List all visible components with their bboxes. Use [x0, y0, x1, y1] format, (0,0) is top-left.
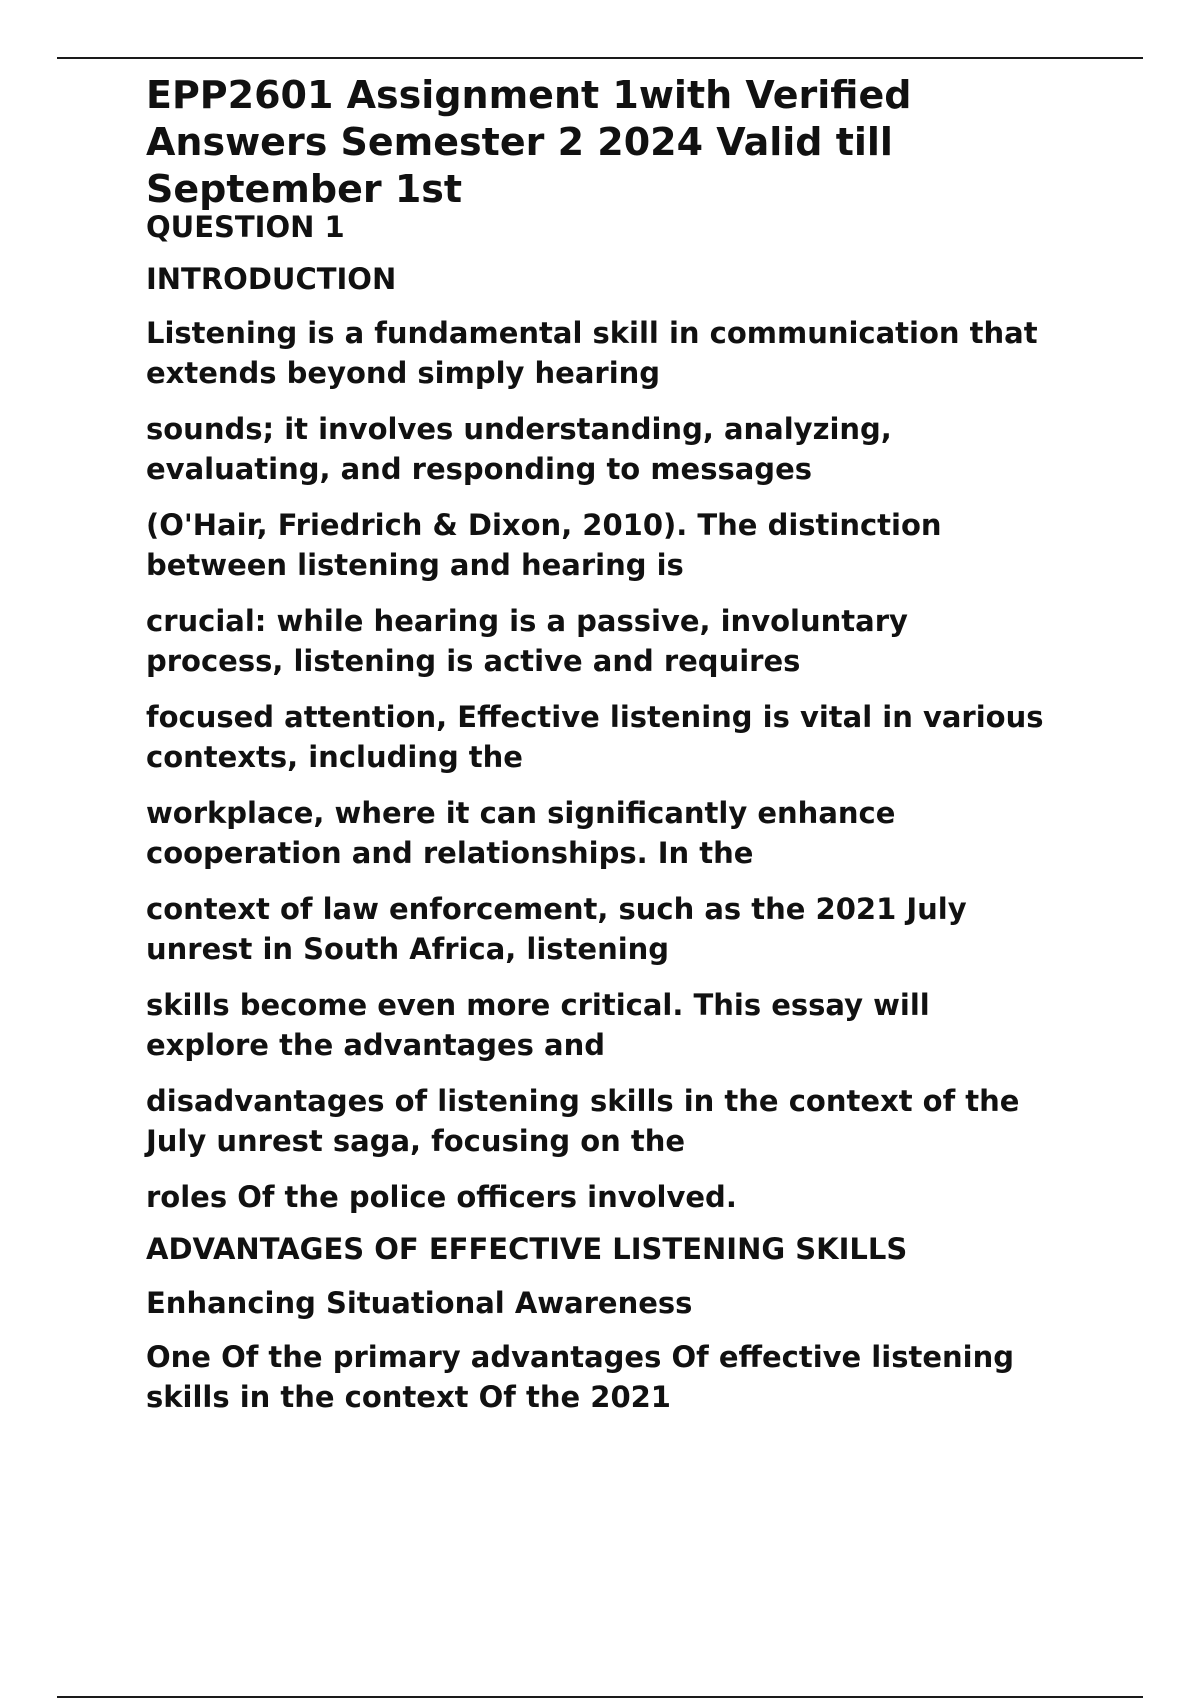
paragraph-line: between listening and hearing is	[146, 548, 684, 582]
paragraph-line: context of law enforcement, such as the 2021 July	[146, 892, 967, 926]
question-label: QUESTION 1	[146, 210, 345, 244]
intro-paragraph	[146, 313, 1146, 393]
section-subheading: Enhancing Situational Awareness	[146, 1286, 693, 1320]
intro-paragraph	[146, 889, 1146, 969]
paragraph-line: skills become even more critical. This essay will	[146, 988, 930, 1022]
paragraph-line: One Of the primary advantages Of effective listening	[146, 1340, 1014, 1374]
paragraph-line: extends beyond simply hearing	[146, 356, 661, 390]
paragraph-line: skills in the context Of the 2021	[146, 1380, 671, 1414]
paragraph-line: roles Of the police officers involved.	[146, 1180, 737, 1214]
paragraph-line: disadvantages of listening skills in the context of the	[146, 1084, 1020, 1118]
title-line: EPP2601 Assignment 1with Verified	[146, 73, 912, 117]
paragraph-line: unrest in South Africa, listening	[146, 932, 670, 966]
title-line: September 1st	[146, 167, 463, 211]
document-body	[146, 72, 1146, 1417]
intro-paragraph	[146, 1177, 1146, 1217]
paragraph-line: (O'Hair, Friedrich & Dixon, 2010). The distinction	[146, 508, 942, 542]
introduction-paragraphs	[146, 313, 1146, 1217]
advantages-heading: ADVANTAGES OF EFFECTIVE LISTENING SKILLS	[146, 1232, 908, 1266]
paragraph-line: focused attention, Effective listening is vital in various	[146, 700, 1044, 734]
closing-paragraph	[146, 1337, 1146, 1417]
intro-paragraph	[146, 505, 1146, 585]
bottom-rule	[57, 1696, 1143, 1698]
introduction-heading: INTRODUCTION	[146, 262, 397, 296]
intro-paragraph	[146, 985, 1146, 1065]
paragraph-line: evaluating, and responding to messages	[146, 452, 812, 486]
paragraph-line: cooperation and relationships. In the	[146, 836, 754, 870]
document-title	[146, 72, 1146, 213]
title-line: Answers Semester 2 2024 Valid till	[146, 120, 893, 164]
intro-paragraph	[146, 697, 1146, 777]
top-rule	[57, 57, 1143, 59]
paragraph-line: workplace, where it can significantly enhance	[146, 796, 896, 830]
intro-paragraph	[146, 601, 1146, 681]
intro-paragraph	[146, 409, 1146, 489]
paragraph-line: process, listening is active and requires	[146, 644, 801, 678]
intro-paragraph	[146, 1081, 1146, 1161]
paragraph-line: Listening is a fundamental skill in communication that	[146, 316, 1038, 350]
paragraph-line: crucial: while hearing is a passive, involuntary	[146, 604, 908, 638]
intro-paragraph	[146, 793, 1146, 873]
paragraph-line: sounds; it involves understanding, analyzing,	[146, 412, 892, 446]
paragraph-line: explore the advantages and	[146, 1028, 605, 1062]
paragraph-line: contexts, including the	[146, 740, 523, 774]
paragraph-line: July unrest saga, focusing on the	[146, 1124, 686, 1158]
